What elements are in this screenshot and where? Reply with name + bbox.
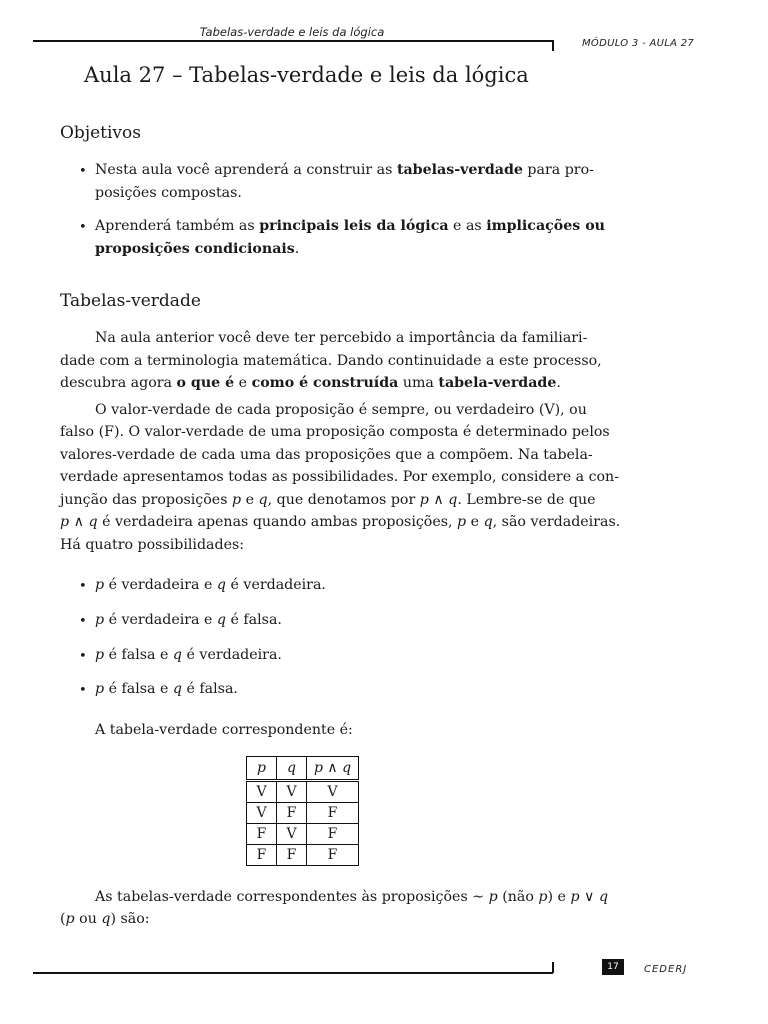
paragraph-2-line-2: falso (F). O valor-verdade de uma proposição composta é determinado pelos: [60, 424, 610, 440]
objetivo-2-line-2: proposições condicionais.: [95, 241, 300, 257]
possibility-4: p é falsa e q é falsa.: [95, 681, 238, 697]
table-row: [247, 845, 359, 866]
paragraph-2-line-4: verdade apresentamos todas as possibilidades. Por exemplo, considere a con-: [60, 469, 619, 485]
table-cell: V: [307, 781, 359, 803]
objetivo-2-line-1: Aprenderá também as principais leis da lógica e as implicações ou: [95, 218, 605, 234]
page-title: Aula 27 – Tabelas-verdade e leis da lógica: [84, 63, 529, 87]
objetivo-1-line-1: Nesta aula você aprenderá a construir as tabelas-verdade para pro-: [95, 162, 594, 178]
objetivos-heading: Objetivos: [60, 123, 141, 143]
possibility-2: p é verdadeira e q é falsa.: [95, 612, 282, 628]
paragraph-2-line-5: junção das proposições p e q, que denotamos por p ∧ q. Lembre-se de que: [60, 492, 596, 508]
table-cell: F: [307, 803, 359, 824]
paragraph-1-line-2: dade com a terminologia matemática. Dando continuidade a este processo,: [60, 353, 602, 369]
header-cell-p-and-q: p ∧ q: [307, 757, 359, 781]
table-cell: V: [247, 781, 277, 803]
table-cell: F: [277, 845, 307, 866]
publisher-label: CEDERJ: [644, 964, 688, 975]
page-number: 17: [602, 959, 624, 975]
header-cell-q: q: [277, 757, 307, 781]
table-cell: F: [307, 845, 359, 866]
paragraph-1-line-1: Na aula anterior você deve ter percebido a importância da familiari-: [95, 330, 588, 346]
bullet-icon: •: [79, 614, 87, 629]
table-cell: F: [247, 824, 277, 845]
header-rule: [33, 40, 553, 42]
table-cell: V: [277, 824, 307, 845]
footer-rule-tick: [552, 962, 554, 973]
running-header: Tabelas-verdade e leis da lógica: [199, 25, 385, 39]
table-cell: V: [277, 781, 307, 803]
table-cell: F: [247, 845, 277, 866]
bullet-icon: •: [79, 649, 87, 664]
section-heading: Tabelas-verdade: [60, 291, 201, 311]
table-cell: F: [277, 803, 307, 824]
possibility-3: p é falsa e q é verdadeira.: [95, 647, 282, 663]
header-cell-p: p: [247, 757, 277, 781]
truth-table-header-row: [247, 757, 359, 781]
module-label: MÓDULO 3 - AULA 27: [582, 38, 695, 49]
closing-line-1: As tabelas-verdade correspondentes às proposições ∼ p (não p) e p ∨ q: [95, 889, 609, 905]
table-row: [247, 803, 359, 824]
footer-rule: [33, 972, 553, 974]
possibility-1: p é verdadeira e q é verdadeira.: [95, 577, 326, 593]
paragraph-2-line-1: O valor-verdade de cada proposição é sempre, ou verdadeiro (V), ou: [95, 402, 587, 418]
table-cell: F: [307, 824, 359, 845]
paragraph-2-line-7: Há quatro possibilidades:: [60, 537, 245, 553]
table-cell: V: [247, 803, 277, 824]
bullet-icon: •: [79, 164, 87, 179]
bullet-icon: •: [79, 579, 87, 594]
objetivo-1-line-2: posições compostas.: [95, 185, 242, 201]
closing-line-2: (p ou q) são:: [60, 911, 150, 927]
bullet-icon: •: [79, 683, 87, 698]
table-row: [247, 781, 359, 803]
truth-table: [246, 756, 359, 866]
paragraph-1-line-3: descubra agora o que é e como é construída uma tabela-verdade.: [60, 375, 561, 391]
header-rule-tick: [552, 40, 554, 51]
table-intro: A tabela-verdade correspondente é:: [95, 722, 353, 738]
table-row: [247, 824, 359, 845]
paragraph-2-line-3: valores-verdade de cada uma das proposições que a compõem. Na tabela-: [60, 447, 593, 463]
bullet-icon: •: [79, 220, 87, 235]
paragraph-2-line-6: p ∧ q é verdadeira apenas quando ambas proposições, p e q, são verdadeiras.: [60, 514, 621, 530]
